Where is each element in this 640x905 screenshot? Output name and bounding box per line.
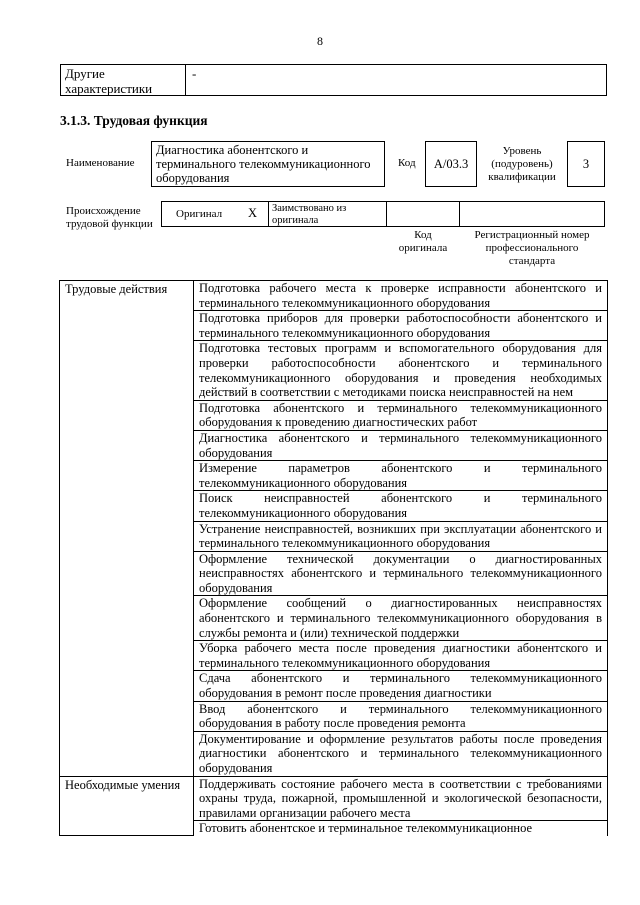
other-characteristics-label: Другие характеристики <box>61 65 186 95</box>
table-row <box>60 776 608 821</box>
level-label: Уровень (подуровень) квалификации <box>488 145 556 183</box>
original-label: Оригинал <box>176 208 223 220</box>
other-characteristics-value: - <box>192 66 197 81</box>
table-cell: Диагностика абонентского и терминального телекоммуникационного оборудования <box>194 430 608 460</box>
table-cell: Устранение неисправностей, возникших при эксплуатации абонентского и терминального телекоммуникационного оборудования <box>194 521 608 551</box>
labor-function-table <box>59 280 608 836</box>
table-cell: Документирование и оформление результатов работы после проведения диагностики абонентского и терминального телекоммуникационного оборудования <box>194 731 608 776</box>
row-label: Трудовые действия <box>60 281 194 777</box>
table-cell: Поддерживать состояние рабочего места в соответствии с требованиями охраны труда, пожарной, промышленной и экологической безопасности, правилами организации рабочего места <box>194 776 608 821</box>
naming-label: Наименование <box>66 157 135 169</box>
table-cell: Сдача абонентского и терминального телекоммуникационного оборудования в ремонт после проведения диагностики <box>194 671 608 701</box>
row-label: Необходимые умения <box>60 776 194 836</box>
table-cell: Оформление сообщений о диагностированных неисправностях абонентского и терминального телекоммуникационного оборудования в службы ремонта и (или) технической поддержки <box>194 596 608 641</box>
table-cell: Готовить абонентское и терминальное телекоммуникационное <box>194 821 608 836</box>
table-cell: Подготовка абонентского и терминального телекоммуникационного оборудования к проведению диагностических работ <box>194 400 608 430</box>
code-value: A/03.3 <box>425 141 477 187</box>
table-row <box>60 281 608 311</box>
table-cell: Поиск неисправностей абонентского и терминального телекоммуникационного оборудования <box>194 491 608 521</box>
other-characteristics-row <box>60 64 607 96</box>
page-number: 8 <box>317 34 323 48</box>
table-cell: Подготовка приборов для проверки работоспособности абонентского и терминального телекоммуникационного оборудования <box>194 311 608 341</box>
table-cell: Подготовка тестовых программ и вспомогательного оборудования для проверки работоспособности абонентского и терминального телекоммуникационного оборудования и проведения необходимых действий в соответствии с методиками поиска неисправностей на нем <box>194 341 608 400</box>
level-value: 3 <box>567 141 605 187</box>
code-label: Код <box>398 157 416 169</box>
original-mark: X <box>248 206 258 220</box>
origin-label: Происхождение трудовой функции <box>66 205 153 230</box>
table-cell: Оформление технической документации о диагностированных неисправностях абонентского и терминального телекоммуникационного оборудования <box>194 551 608 596</box>
table-cell: Измерение параметров абонентского и терминального телекоммуникационного оборудования <box>194 461 608 491</box>
naming-value: Диагностика абонентского и терминального телекоммуникационного оборудования <box>151 141 385 187</box>
reg-number-caption: Регистрационный номер профессионального стандарта <box>474 229 590 267</box>
table-cell: Уборка рабочего места после проведения диагностики абонентского и терминального телекоммуникационного оборудования <box>194 641 608 671</box>
borrowed-label: Заимствовано из оригинала <box>272 203 347 226</box>
table-cell: Ввод абонентского и терминального телекоммуникационного оборудования в работу после проведения ремонта <box>194 701 608 731</box>
table-cell: Подготовка рабочего места к проверке исправности абонентского и терминального телекоммуникационного оборудования <box>194 281 608 311</box>
section-title: 3.1.3. Трудовая функция <box>60 113 208 128</box>
code-original-caption: Код оригинала <box>398 229 448 254</box>
